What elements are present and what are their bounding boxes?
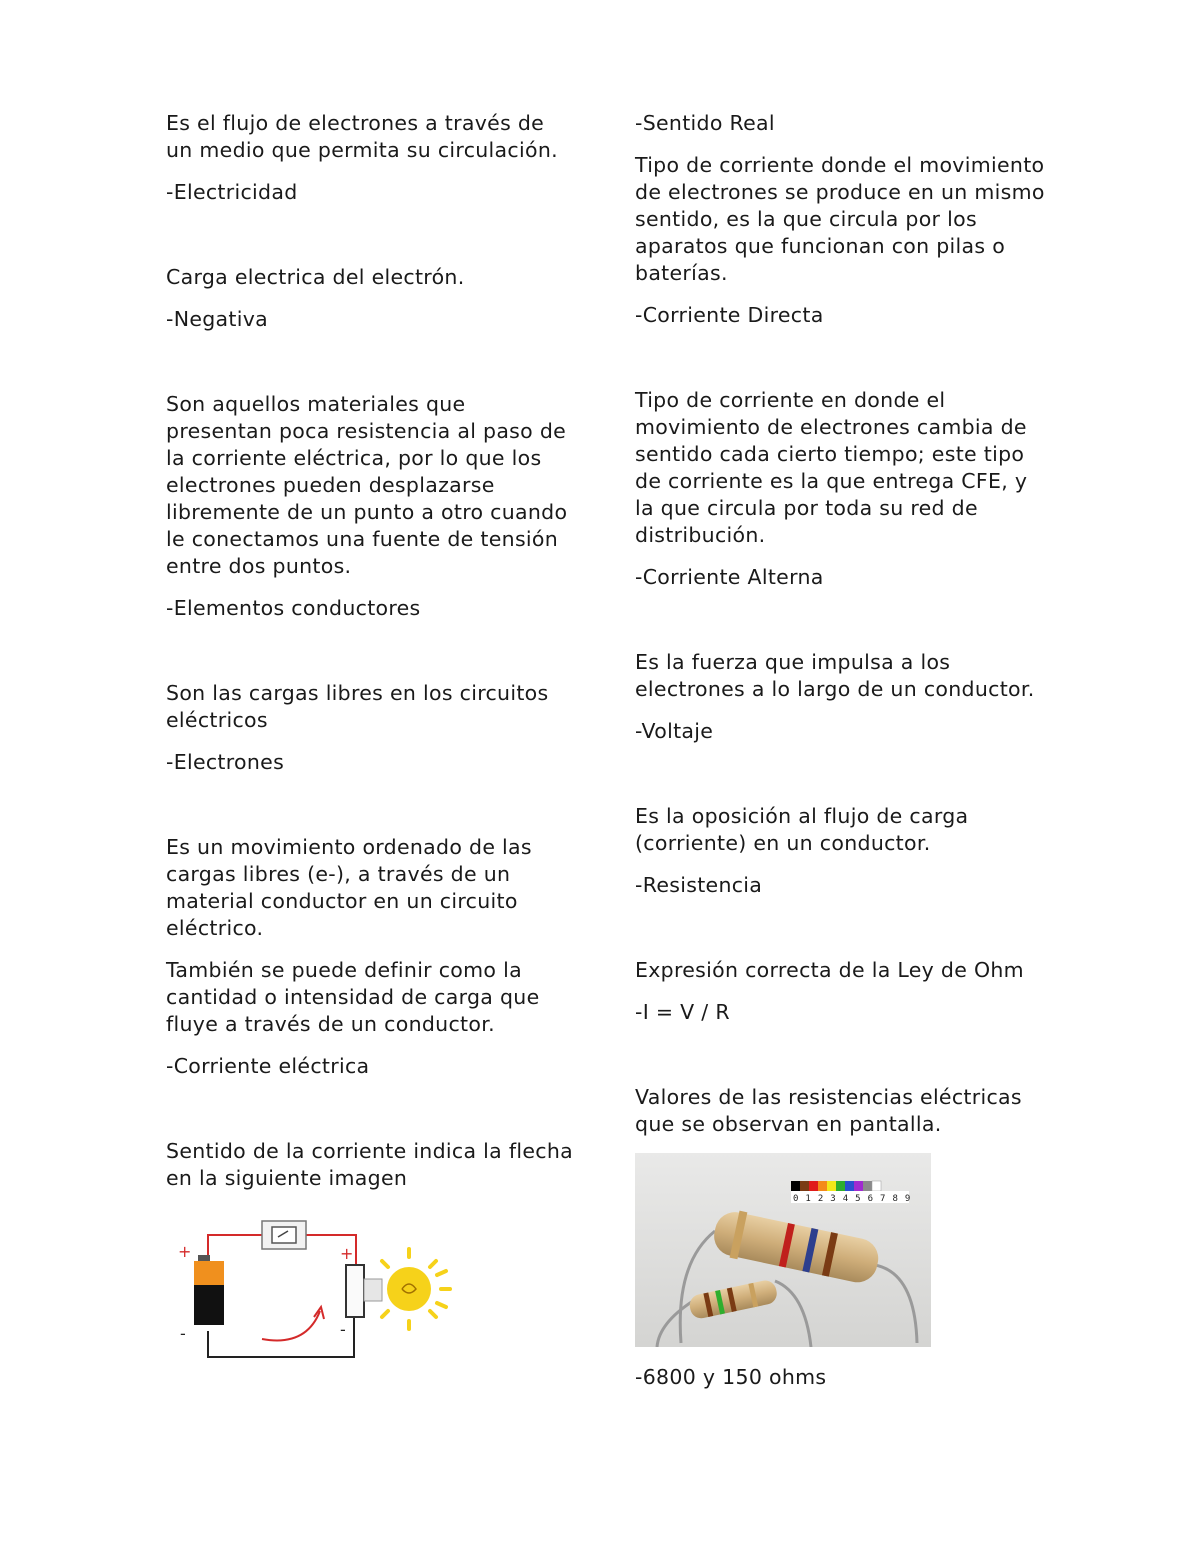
circuit-wire-bottom <box>208 1317 354 1357</box>
right-column <box>635 110 1045 1406</box>
resistor-photo <box>635 1153 931 1347</box>
circuit-wire-top <box>208 1235 262 1255</box>
answer-corriente-electrica: -Corriente eléctrica <box>166 1054 370 1078</box>
question-corriente-extra: También se puede definir como la cantidad o intensidad de carga que fluye a través de un conductor. <box>166 958 540 1036</box>
switch-icon <box>262 1221 306 1249</box>
answer-valores-resistencias: -6800 y 150 ohms <box>635 1365 827 1389</box>
load-minus-label: - <box>340 1320 346 1339</box>
question-cargas-libres: Son las cargas libres en los circuitos eléctricos <box>166 681 549 732</box>
load-plus-label: + <box>340 1244 354 1263</box>
question-voltaje: Es la fuerza que impulsa a los electrones a lo largo de un conductor. <box>635 650 1035 701</box>
answer-electrones: -Electrones <box>166 750 285 774</box>
question-valores-resistencias: Valores de las resistencias eléctricas que se observan en pantalla. <box>635 1085 1022 1136</box>
battery-plus-label: + <box>178 1242 192 1261</box>
answer-corriente-alterna: -Corriente Alterna <box>635 565 824 589</box>
question-corriente-directa: Tipo de corriente donde el movimiento de electrones se produce en un mismo sentido, es la que circula por los aparatos que funcionan con pilas o baterías. <box>635 153 1045 285</box>
question-electricidad: Es el flujo de electrones a través de un medio que permita su circulación. <box>166 111 558 162</box>
question-corriente: Es un movimiento ordenado de las cargas libres (e-), a través de un material conductor en un circuito eléctrico. <box>166 835 532 940</box>
answer-resistencia: -Resistencia <box>635 873 763 897</box>
bulb-socket-icon <box>346 1265 382 1317</box>
question-sentido: Sentido de la corriente indica la flecha en la siguiente imagen <box>166 1139 573 1190</box>
question-resistencia: Es la oposición al flujo de carga (corriente) en un conductor. <box>635 804 969 855</box>
answer-sentido-real: -Sentido Real <box>635 111 775 135</box>
answer-electricidad: -Electricidad <box>166 180 298 204</box>
answer-conductores: -Elementos conductores <box>166 596 421 620</box>
light-bulb-icon <box>382 1249 450 1329</box>
circuit-diagram <box>166 1207 466 1377</box>
question-corriente-alterna: Tipo de corriente en donde el movimiento de electrones cambia de sentido cada cierto tiempo; este tipo de corriente es la que entrega CFE, y la que circula por toda su red de distribución. <box>635 388 1028 547</box>
color-code-digits: 0 1 2 3 4 5 6 7 8 9 <box>793 1194 912 1204</box>
left-column <box>166 110 576 1377</box>
answer-negativa: -Negativa <box>166 307 269 331</box>
current-direction-arrow <box>262 1307 324 1340</box>
question-carga-electron: Carga electrica del electrón. <box>166 265 465 289</box>
answer-corriente-directa: -Corriente Directa <box>635 303 824 327</box>
battery-icon <box>194 1255 224 1325</box>
question-ley-ohm: Expresión correcta de la Ley de Ohm <box>635 958 1024 982</box>
question-conductores: Son aquellos materiales que presentan poca resistencia al paso de la corriente eléctrica, por lo que los electrones pueden desplazarse libremente de un punto a otro cuando le conectamos una fuente de tensión entre dos puntos. <box>166 392 568 578</box>
answer-voltaje: -Voltaje <box>635 719 714 743</box>
battery-minus-label: - <box>180 1324 186 1343</box>
answer-ley-ohm: -I = V / R <box>635 1000 730 1024</box>
